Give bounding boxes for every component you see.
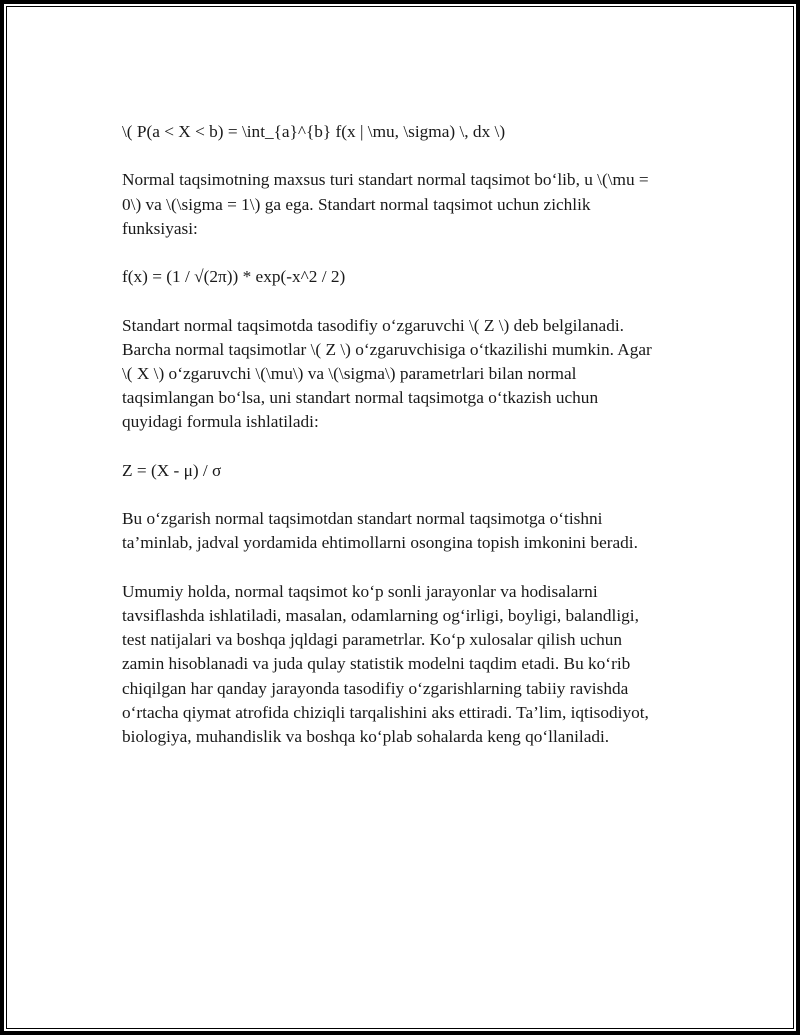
transformation-paragraph: Bu o‘zgarish normal taqsimotdan standart normal taqsimotga o‘tishni ta’minlab, jadval yordamida ehtimollarni osongina topish imkonini beradi. [122,509,638,553]
standard-normal-intro-paragraph: Normal taqsimotning maxsus turi standart normal taqsimot bo‘lib, u \(\mu = 0\) va \(\sigma = 1\) ga ega. Standart normal taqsimot uchun zichlik funksiyasi: [122,170,649,238]
density-function-formula: f(x) = (1 / √(2π)) * exp(-x^2 / 2) [122,267,346,287]
document-body [122,120,694,773]
summary-paragraph: Umumiy holda, normal taqsimot ko‘p sonli jarayonlar va hodisalarni tavsiflashda ishlatiladi, masalan, odamlarning og‘irligi, boyligi, balandligi, test natijalari va boshqa jqldagi parametrlar. Ko‘p xulosalar qilish uchun zamin hisoblanadi va juda qulay statistik modelni taqdim etadi. Bu ko‘rib chiqilgan har qanday jarayonda tasodifiy o‘zgarishlarning tabiiy ravishda o‘rtacha qiymat atrofida chiziqli tarqalishini aks ettiradi. Ta’lim, iqtisodiyot, biologiya, muhandislik va boshqa ko‘plab sohalarda keng qo‘llaniladi. [122,581,649,746]
z-variable-paragraph: Standart normal taqsimotda tasodifiy o‘zgaruvchi \( Z \) deb belgilanadi. Barcha normal taqsimotlar \( Z \) o‘zgaruvchisiga o‘tkazilishi mumkin. Agar \( X \) o‘zgaruvchi \(\mu\) va \(\sigma\) parametrlari bilan normal taqsimlangan bo‘lsa, uni standart normal taqsimotga o‘tkazish uchun quyidagi formula ishlatiladi: [122,315,652,432]
z-score-formula: Z = (X - μ) / σ [122,460,222,480]
integral-formula: \( P(a < X < b) = \int_{a}^{b} f(x | \mu, \sigma) \, dx \) [122,122,506,141]
